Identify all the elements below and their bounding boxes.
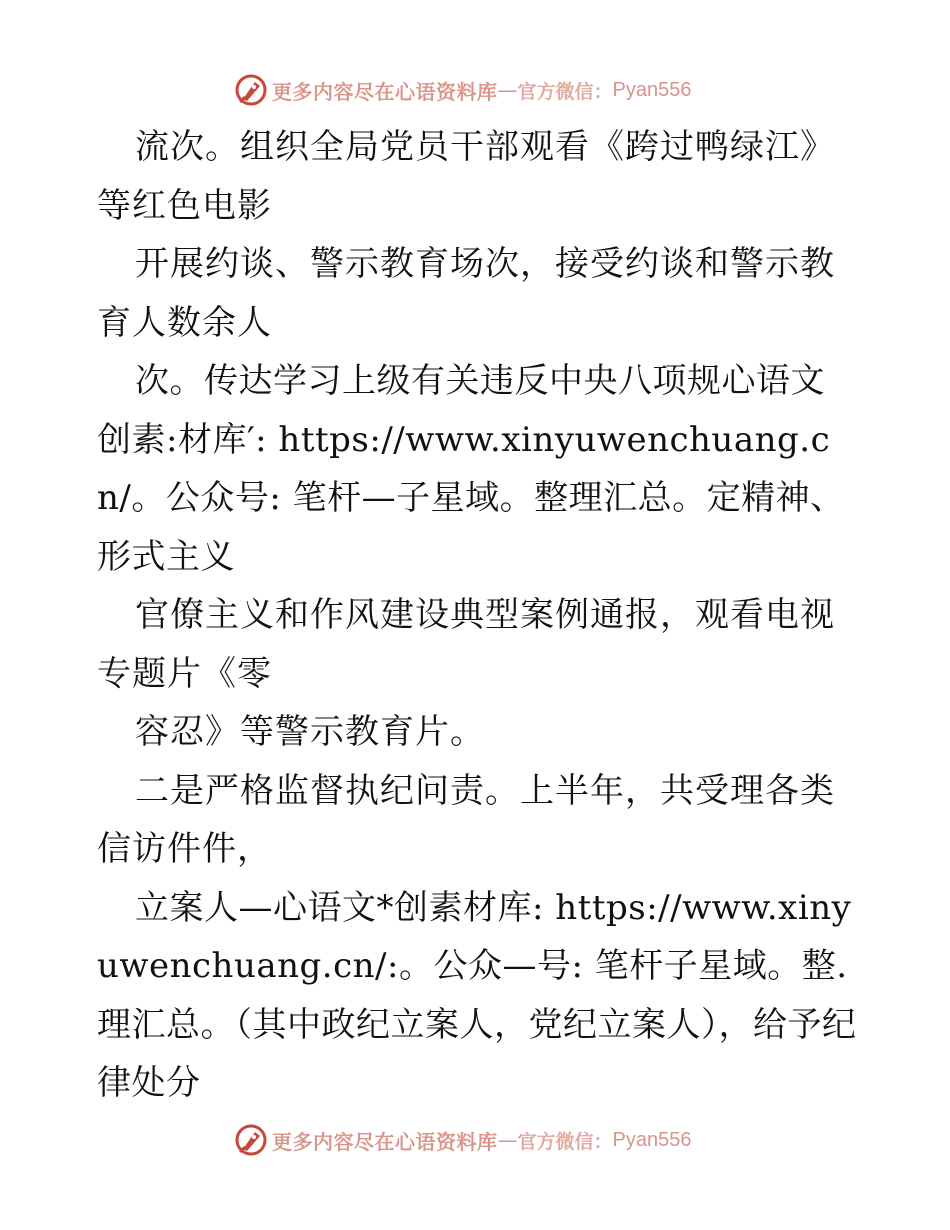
paragraph-5: 容忍》等警示教育片。: [135, 712, 485, 752]
watermark-label: 官方微信：: [517, 80, 613, 103]
footer-watermark: [0, 1120, 950, 1160]
watermark-account: Pyan556: [612, 1128, 692, 1151]
watermark-separator: —: [497, 78, 518, 102]
body-text: [97, 118, 857, 1113]
paragraph-6: 二是严格监督执纪问责。上半年，共受理各类信访件件，: [97, 770, 835, 869]
watermark-text: 更多内容尽在心语资料库: [272, 1129, 498, 1154]
watermark-text: 更多内容尽在心语资料库: [272, 79, 498, 104]
paragraph-7: 立案人—心语文*创素材库: https://www.xinyuwenchuang.cn/:。公众—号: 笔杆子星域。整.理汇总。（其中政纪立案人，党纪立案人），给予纪律处分: [97, 887, 857, 1103]
watermark-account: Pyan556: [612, 78, 692, 101]
header-watermark: [0, 70, 950, 110]
paragraph-2: 开展约谈、警示教育场次，接受约谈和警示教育人数余人: [97, 244, 835, 343]
paragraph-1: 流次。组织全局党员干部观看《跨过鸭绿江》等红色电影: [97, 127, 835, 226]
paragraph-3: 次。传达学习上级有关违反中央八项规心语文创素:材库′: https://www.xinyuwenchuang.cn/。公众号: 笔杆—子星域。整理汇总。定精神、形式主义: [97, 361, 845, 577]
watermark-separator: —: [497, 1128, 518, 1152]
paragraph-4: 官僚主义和作风建设典型案例通报，观看电视专题片《零: [97, 595, 835, 694]
pen-nib-logo-icon: [234, 73, 268, 107]
watermark-label: 官方微信：: [517, 1130, 613, 1153]
pen-nib-logo-icon: [234, 1123, 268, 1157]
